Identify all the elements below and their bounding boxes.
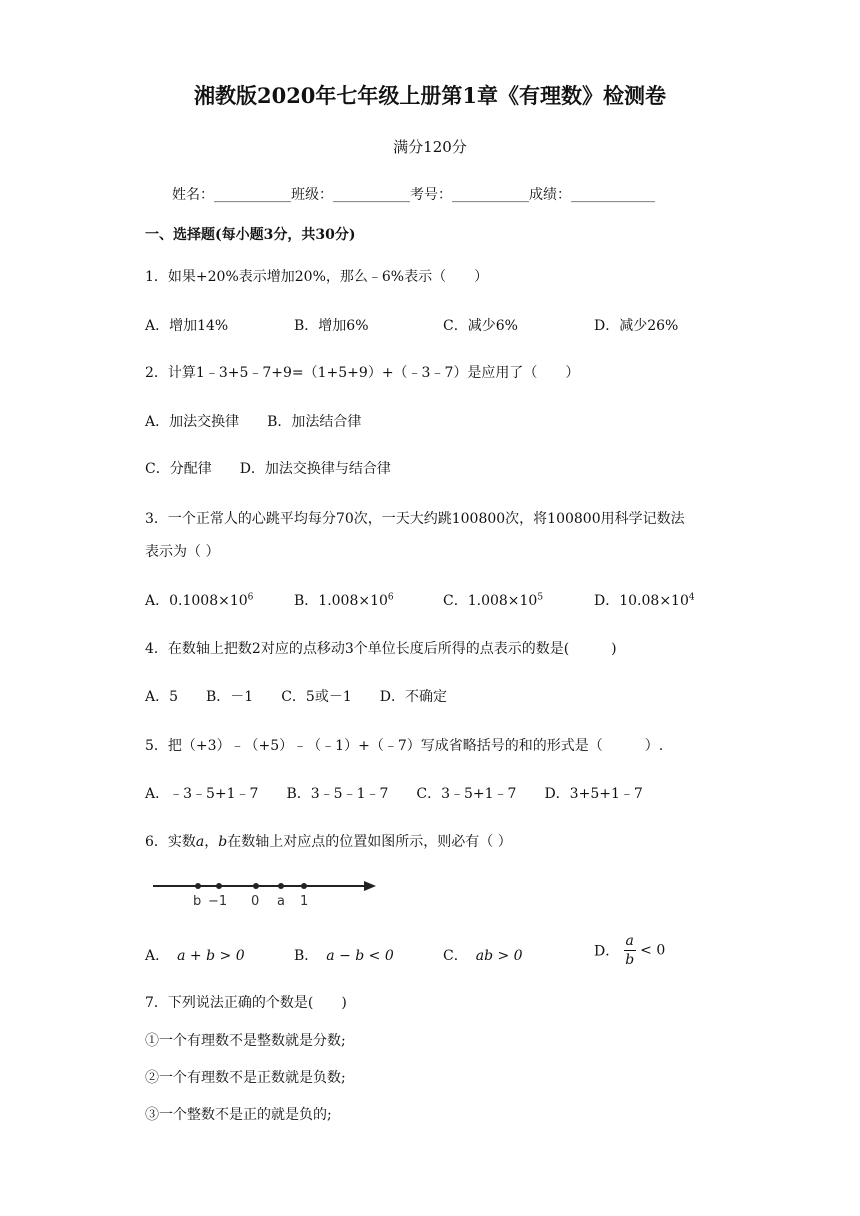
point-neg-one <box>216 883 222 889</box>
question-1-stem: 1．如果+20%表示增加20%，那么﹣6%表示（ ） <box>145 269 489 285</box>
question-2-stem: 2．计算1﹣3+5﹣7+9=（1+5+9）+（﹣3﹣7）是应用了（ ） <box>145 365 580 381</box>
section-heading: 一、选择题(每小题3分，共30分) <box>145 227 356 243</box>
q2-options-ab: A．加法交换律 B．加法结合律 <box>145 414 362 430</box>
label-zero: 0 <box>251 894 260 909</box>
q3-option-a: A．$0.1008\times 10^6$ <box>145 592 254 609</box>
label-b: b <box>193 894 202 909</box>
q5-options: A．﹣3﹣5+1﹣7 B．3﹣5﹣1﹣7 C．3﹣5+1﹣7 D．3+5+1﹣7 <box>145 786 643 802</box>
q3-option-d: D．$10.08\times 10^4$ <box>594 592 695 609</box>
q7-statement-2: ②一个有理数不是正数就是负数; <box>145 1070 346 1086</box>
question-5-stem: 5．把（+3）﹣（+5）﹣（﹣1）+（﹣7）写成省略括号的和的形式是（ ）. <box>145 738 664 754</box>
q4-options: A．5 B．－1 C．5或－1 D．不确定 <box>145 689 447 705</box>
page-title: 湘教版2020年七年级上册第1章《有理数》检测卷 <box>193 83 667 108</box>
student-info-line: 姓名：___________班级：___________考号：___________成绩：____________ <box>172 187 655 203</box>
number-line-figure <box>150 874 382 910</box>
question-6-stem: 6．实数a，b在数轴上对应点的位置如图所示，则必有（ ） <box>145 834 512 850</box>
arrow-icon <box>364 881 376 891</box>
q6-option-d: D． $\frac{a}{b}$ < 0 <box>594 933 666 968</box>
q1-option-a: A．增加14% <box>145 318 229 334</box>
point-b <box>195 883 201 889</box>
label-neg-one: −1 <box>208 894 228 909</box>
q6-option-b: B． a − b < 0 <box>294 948 394 964</box>
q3-option-b: B．$1.008\times 10^6$ <box>294 592 394 609</box>
q2-options-cd: C．分配律 D．加法交换律与结合律 <box>145 461 391 477</box>
q1-option-c: C．减少6% <box>443 318 518 334</box>
q7-statement-1: ①一个有理数不是整数就是分数; <box>145 1033 346 1049</box>
point-a <box>278 883 284 889</box>
label-a: a <box>277 894 285 909</box>
q6-option-a: A． a + b > 0 <box>145 948 245 964</box>
question-3-stem: 3．一个正常人的心跳平均每分70次，一天大约跳100800次，将100800用科学记数法 <box>145 511 685 527</box>
q6-option-c: C． ab > 0 <box>443 948 523 964</box>
question-3-stem-cont: 表示为（ ） <box>145 544 220 560</box>
full-score: 满分120分 <box>393 138 467 156</box>
point-one <box>301 883 307 889</box>
question-7-stem: 7．下列说法正确的个数是( ) <box>145 995 347 1011</box>
q7-statement-3: ③一个整数不是正的就是负的; <box>145 1107 332 1123</box>
label-one: 1 <box>300 894 309 909</box>
point-zero <box>253 883 259 889</box>
fraction-a-over-b: $\frac{a}{b}$ <box>625 933 635 968</box>
q1-option-b: B．增加6% <box>294 318 369 334</box>
question-4-stem: 4．在数轴上把数2对应的点移动3个单位长度后所得的点表示的数是( ) <box>145 641 617 657</box>
q3-option-c: C．$1.008\times 10^5$ <box>443 592 544 609</box>
q1-option-d: D．减少26% <box>594 318 679 334</box>
